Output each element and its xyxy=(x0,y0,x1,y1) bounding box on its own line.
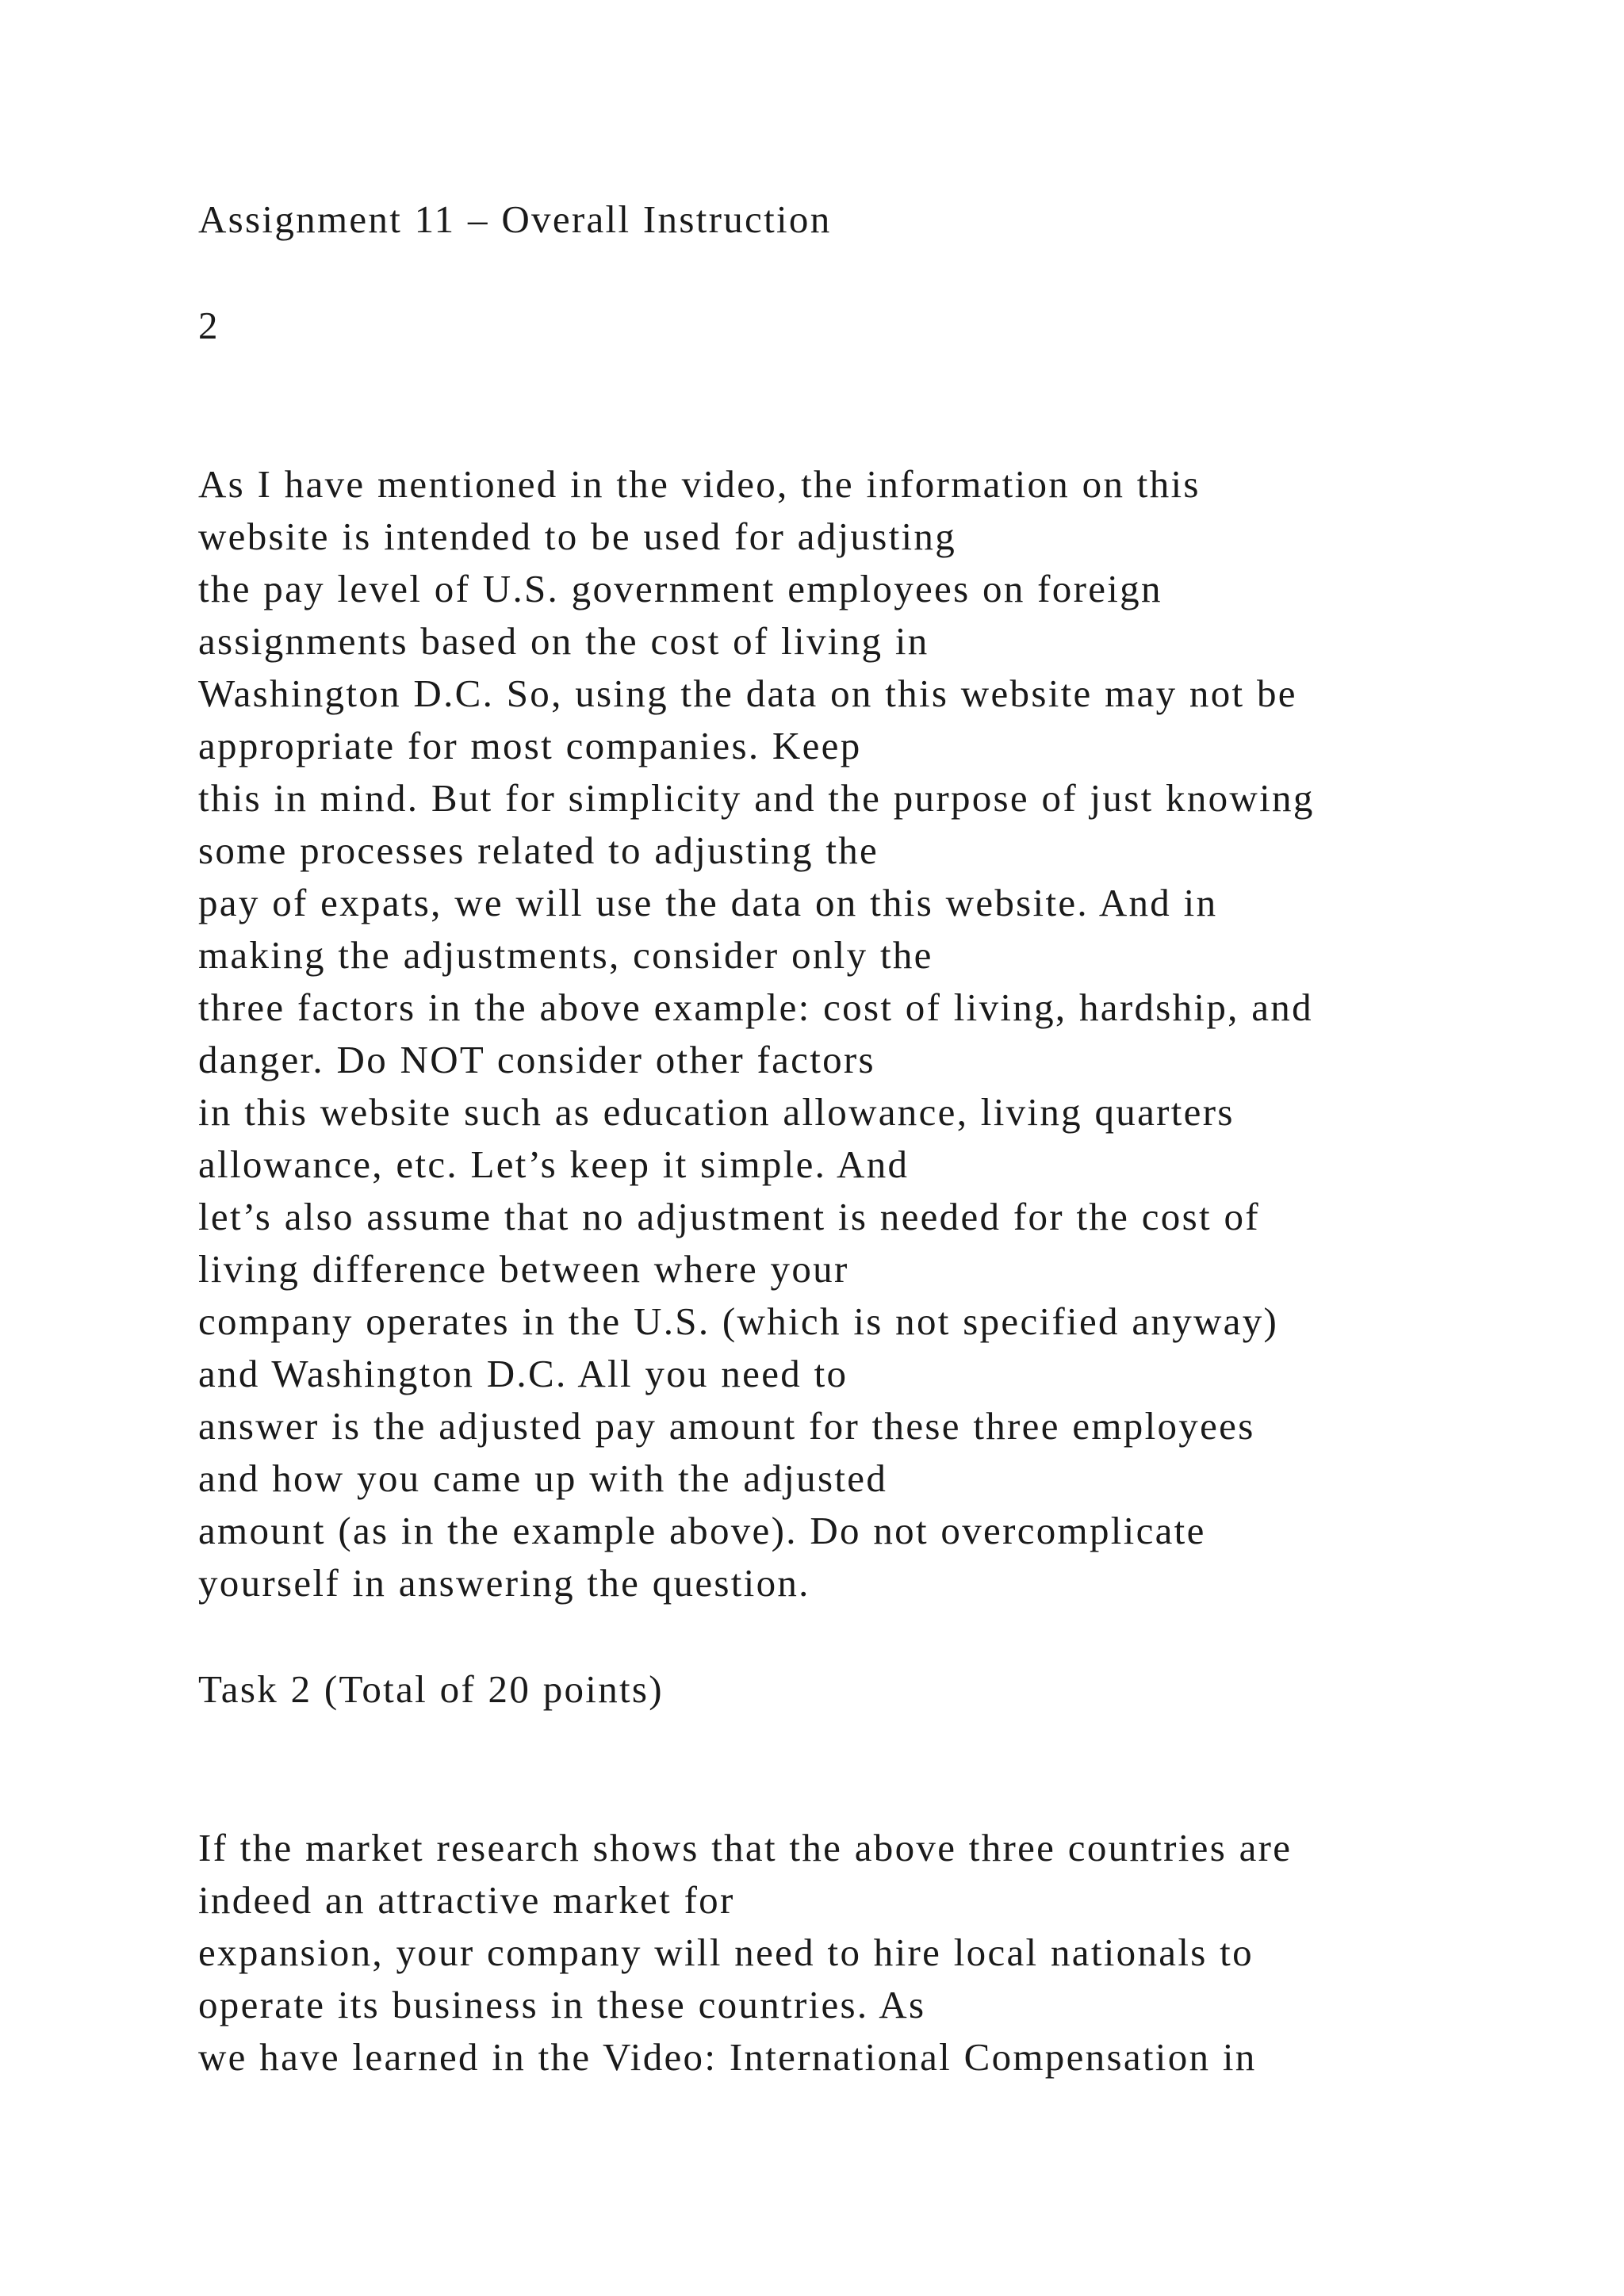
paragraph-line: As I have mentioned in the video, the information on this xyxy=(198,462,1201,506)
paragraph-line: answer is the adjusted pay amount for these three employees xyxy=(198,1404,1255,1448)
paragraph-line: let’s also assume that no adjustment is needed for the cost of xyxy=(198,1195,1260,1238)
paragraph-line: operate its business in these countries. As xyxy=(198,1983,926,2026)
page-number: 2 xyxy=(198,304,220,347)
paragraph-line: we have learned in the Video: International Compensation in xyxy=(198,2035,1257,2079)
paragraph-line: some processes related to adjusting the xyxy=(198,828,879,872)
paragraph-line: website is intended to be used for adjusting xyxy=(198,515,957,558)
paragraph-line: yourself in answering the question. xyxy=(198,1561,810,1605)
paragraph-line: making the adjustments, consider only the xyxy=(198,933,933,977)
paragraph-line: three factors in the above example: cost of living, hardship, and xyxy=(198,985,1313,1029)
task-heading: Task 2 (Total of 20 points) xyxy=(198,1667,664,1711)
paragraph-line: living difference between where your xyxy=(198,1247,849,1291)
paragraph-line: in this website such as education allowance, living quarters xyxy=(198,1090,1235,1134)
paragraph-line: assignments based on the cost of living in xyxy=(198,619,929,663)
paragraph-line: danger. Do NOT consider other factors xyxy=(198,1038,875,1081)
document-title: Assignment 11 – Overall Instruction xyxy=(198,197,832,241)
paragraph-line: pay of expats, we will use the data on this website. And in xyxy=(198,881,1218,924)
paragraph-line: the pay level of U.S. government employees on foreign xyxy=(198,567,1162,610)
paragraph-line: Washington D.C. So, using the data on this website may not be xyxy=(198,672,1297,715)
paragraph-line: company operates in the U.S. (which is not specified anyway) xyxy=(198,1299,1279,1343)
paragraph-line: this in mind. But for simplicity and the purpose of just knowing xyxy=(198,776,1315,820)
paragraph-line: and Washington D.C. All you need to xyxy=(198,1352,848,1395)
paragraph-line: indeed an attractive market for xyxy=(198,1878,735,1922)
paragraph-line: If the market research shows that the above three countries are xyxy=(198,1826,1293,1869)
paragraph-line: amount (as in the example above). Do not overcomplicate xyxy=(198,1509,1206,1552)
paragraph-line: and how you came up with the adjusted xyxy=(198,1456,888,1500)
paragraph-line: allowance, etc. Let’s keep it simple. And xyxy=(198,1142,910,1186)
paragraph-line: appropriate for most companies. Keep xyxy=(198,724,862,767)
paragraph-line: expansion, your company will need to hire local nationals to xyxy=(198,1931,1254,1974)
